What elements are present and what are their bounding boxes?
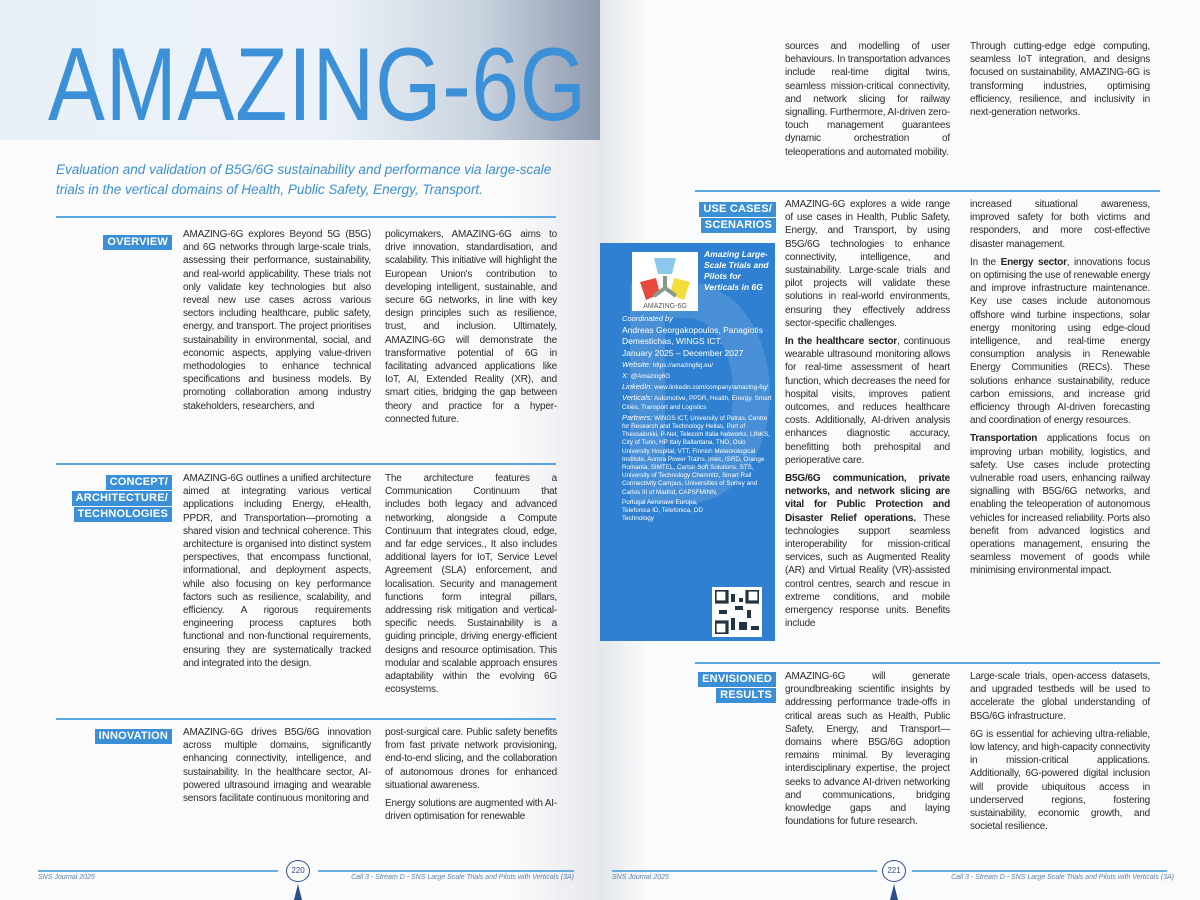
concept-col2: The architecture features a Communication Continuum that includes both legacy and advanced networking, alongside a Compute Continuum that integrates cloud, edge, and far edge services., It also includes additional layers for IoT, Service Level Agreement (SLA) enforcement, and localisation. Security and management functions form integral pillars, addressing risk mitigation and vertical-specific needs. Sustainability is a guiding principle, driving energy-efficient designs and resource optimisation. This modular and scalable approach ensures adaptability within the evolving 6G ecosystems.	[385, 473, 557, 696]
partners-row	[622, 414, 772, 497]
divider	[695, 662, 1160, 664]
linkedin-link[interactable]: www.linkedin.com/company/amazing-6g/	[654, 384, 768, 392]
partners: WINGS ICT, University of Patras, Centre for Research and Technology Hellas, Port of Thessaloniki, P-Net, Telecom Italia Networks, LINKS, City of Turin, HP Italy Ballantana, TNO, Oslo University Hospital, VTT, Finnish Meteorological Institute, Aurora Power Trains, imec, ISRD, Orange Romania, SIMTEL, Certsir Soft Solutions, STS, University of Technology Chemnitz, Smart Rail Connectivity Campus, Universities of Surrey and Carlos III of Madrid, CAPSFMINN,	[622, 414, 770, 496]
paragraph	[785, 472, 950, 630]
paragraph: 6G is essential for achieving ultra-reliable, low latency, and high-capacity connectivity in mission-critical applications. Additionally, 6G-powered digital inclusion will provide ubiquitous access in underserved regions, fostering sustainability, economic growth, and societal resilience.	[970, 728, 1150, 833]
page-number: 221	[882, 860, 906, 882]
footer-call: Call 3 - Stream D - SNS Large Scale Trials and Pilots with Verticals (3A)	[951, 874, 1174, 881]
label-line: RESULTS	[716, 688, 776, 703]
paragraph	[970, 432, 1150, 577]
label-line: ENVISIONED	[698, 672, 776, 687]
results-col2	[970, 670, 1150, 833]
bold-text: Transportation	[970, 433, 1038, 445]
divider	[695, 190, 1160, 192]
label-line: CONCEPT/	[106, 475, 172, 490]
project-info-box	[600, 243, 775, 641]
page-title: AMAZING-6G	[48, 27, 587, 143]
verticals-row	[622, 394, 772, 411]
bold-text: Energy sector	[1000, 256, 1067, 268]
footer-line	[912, 870, 1167, 872]
footer-line	[612, 870, 877, 872]
label: Verticals:	[622, 393, 653, 403]
paragraph: post-surgical care. Public safety benefits from fast private network provisioning, end-to-end slicing, and the collaboration of autonomous drones for enhanced situational awareness.	[385, 727, 557, 791]
x-link[interactable]: @Amazing6G	[630, 372, 671, 380]
sidebar-info	[622, 315, 772, 525]
text: , continuous wearable ultrasound monitoring allows for real-time assessment of heart function, which decreases the need for hospital visits, improves patient outcomes, and reduces healthcare costs. Additionally, AI-driven analysis enhances diagnostic accuracy, benefitting both prehospital and perioperative care.	[785, 336, 950, 466]
project-dates: January 2025 – December 2027	[622, 348, 744, 359]
footer-journal: SNS Journal 2025	[612, 874, 669, 881]
page-number: 220	[286, 860, 310, 882]
website-link[interactable]: https://amazing6g.eu/	[652, 361, 714, 369]
text: applications focus on improving urban mobility, logistics, and safety. Use cases include protecting vulnerable road users, enhancing railway signalling with B5G/6G networks, and enabling the teleoperation of autonomous vehicles for increased reliability. Ports also benefit from advanced logistics and operations management, ensuring the seamless movement of goods while minimising environmental impact.	[970, 433, 1150, 577]
overview-col2: policymakers, AMAZING-6G aims to drive innovation, standardisation, and scalability. This initiative will highlight the European Union's contribution to developing intelligent, sustainable, and secure 6G networks, in line with key design principles such as resilience, trust, and inclusion. Ultimately, AMAZING-6G will demonstrate the transformative potential of 6G in facilitating advanced applications like IoT, AI, Extended Reality (XR), and smart cities, bridging the gap between theory and practice for a hyper-connected future.	[385, 229, 557, 425]
footer-call: Call 3 - Stream D - SNS Large Scale Trials and Pilots with Verticals (3A)	[351, 874, 574, 881]
section-label-overview: OVERVIEW	[103, 235, 172, 250]
antenna-icon	[890, 884, 898, 900]
label-line: ARCHITECTURE/	[72, 491, 172, 506]
paragraph: Energy solutions are augmented with AI-driven optimisation for renewable	[385, 798, 557, 823]
coordinators: Andreas Georgakopoulos, Panagiotis Demestichas, WINGS ICT.	[622, 325, 763, 346]
project-logo	[632, 252, 698, 311]
section-label-innovation: INNOVATION	[95, 729, 172, 744]
text: In the	[970, 256, 1001, 268]
paragraph	[785, 335, 950, 467]
antenna-icon	[294, 884, 302, 900]
partners-continued: Portugal Aeronave Europa, Telefonica ID, Telefonica, OD Technology	[622, 498, 704, 523]
footer-line	[38, 870, 278, 872]
paragraph: AMAZING-6G explores a wide range of use cases in Health, Public Safety, Energy, and Transport, by using B5G/6G technologies to enhance connectivity, intelligence, and sustainability. Large-scale trials and pilot projects will validate these solutions in real-world environments, ensuring they effectively address sector-specific challenges.	[785, 199, 950, 329]
subtitle: Evaluation and validation of B5G/6G sustainability and performance via large-scale trials in the vertical domains of Health, Public Safety, Energy, Transport.	[56, 162, 552, 197]
footer-journal: SNS Journal 2025	[38, 874, 95, 881]
label-line: USE CASES/	[699, 202, 776, 217]
verticals: Automotive, PPDR, Health, Energy, Smart Cities, Transport and Logistics	[622, 395, 772, 411]
top-col2: Through cutting-edge edge computing, seamless IoT integration, and designs focused on sustainability, AMAZING-6G is transforming industries, optimising efficiency, resilience, and inclusivity in next-generation networks.	[970, 41, 1150, 119]
overview-col1: AMAZING-6G explores Beyond 5G (B5G) and 6G networks through large-scale trials, assessing their performance, sustainability, and real-world applicability. These trials not only validate key technologies but also reveal new use cases across various sectors including healthcare, public safety, energy, and transport. The project prioritises sustainability in environmental, social, and economic aspects, applying value-driven methodologies to enhance technical specifications and business models. By promoting collaboration among industry stakeholders, researchers, and	[183, 229, 371, 412]
paragraph	[970, 256, 1150, 428]
sidebar-title: Amazing Large-Scale Trials and Pilots for Verticals in 6G	[704, 249, 769, 292]
use-cases-col2	[970, 198, 1150, 578]
linkedin-row	[622, 383, 772, 392]
website-row	[622, 361, 772, 370]
results-col1: AMAZING-6G will generate groundbreaking scientific insights by addressing performance trade-offs in critical areas such as Health, Public Safety, Energy, and Transport—domains where B5G/6G adoption remains minimal. By leveraging interdisciplinary expertise, the project seeks to advance AI-driven networking and communications, bridging knowledge gaps and laying foundations for future research.	[785, 671, 950, 828]
innovation-col2	[385, 726, 557, 823]
footer-line	[318, 870, 574, 872]
label: LinkedIn:	[622, 382, 653, 392]
label: Partners:	[622, 412, 653, 422]
qr-code-icon[interactable]	[712, 587, 762, 637]
logo-icon	[632, 252, 698, 311]
paragraph: Large-scale trials, open-access datasets, and upgraded testbeds will be used to accelerate the global understanding of B5G/6G infrastructure.	[970, 671, 1150, 722]
top-col1: sources and modelling of user behaviours. In transportation advances include real-time digital twins, seamless mission-critical connectivity, and network slicing for railway signalling. Furthermore, AI-driven zero-touch management guarantees dynamic orchestration of teleoperations and automated mobility.	[785, 41, 950, 158]
text: , innovations focus on optimising the use of renewable energy and improve infrastructure maintenance. Key use cases include autonomous offshore wind turbine inspections, solar energy monitoring using edge-cloud intelligence, and real-time energy consumption analysis in Renewable Energy Communities (RECs). These solutions enhance sustainability, reduce carbon emissions, and increase grid efficiency through AI-driven forecasting and coordination of energy resources.	[970, 256, 1150, 427]
bold-text: B5G/6G communication, private networks, and network slicing are vital for Public Protection and Disaster Relief operations.	[785, 473, 950, 524]
label-line: SCENARIOS	[701, 218, 776, 233]
label: Coordinated by	[622, 314, 673, 323]
divider	[56, 718, 556, 720]
concept-col1: AMAZING-6G outlines a unified architecture aimed at integrating various vertical applications including Energy, eHealth, PPDR, and Transportation—promoting a shared vision and technical coherence. This architecture is organised into distinct system perspectives, that encompass functional, informational, and deployment aspects, while also focusing on key performance factors such as resilience, scalability, and efficiency. A rigorous requirements engineering process captures both functional and non-functional requirements, ensuring they are systematically tracked and integrated into the design.	[183, 473, 371, 669]
x-row	[622, 372, 772, 381]
use-cases-col1	[785, 198, 950, 631]
innovation-col1: AMAZING-6G drives B5G/6G innovation across multiple domains, significantly enhancing connectivity, intelligence, and sustainability. In the healthcare sector, AI-powered ultrasound imaging and wearable sensors facilitate continuous monitoring and	[183, 727, 371, 805]
text: These technologies support seamless interoperability for mission-critical services, such as Augmented Reality (AR) and Virtual Reality (VR)-assisted control centres, search and rescue in extreme conditions, and mobile emergency response units. Benefits include	[785, 512, 950, 630]
label-line: TECHNOLOGIES	[74, 507, 172, 522]
svg-text:AMAZING-6G: AMAZING-6G	[643, 303, 687, 310]
divider	[56, 463, 556, 465]
label: X:	[622, 370, 630, 380]
bold-text: In the healthcare sector	[785, 336, 897, 348]
label: Website:	[622, 359, 652, 369]
paragraph: increased situational awareness, improved safety for both victims and responders, and more cost-effective disaster management.	[970, 199, 1150, 250]
divider	[56, 216, 556, 218]
